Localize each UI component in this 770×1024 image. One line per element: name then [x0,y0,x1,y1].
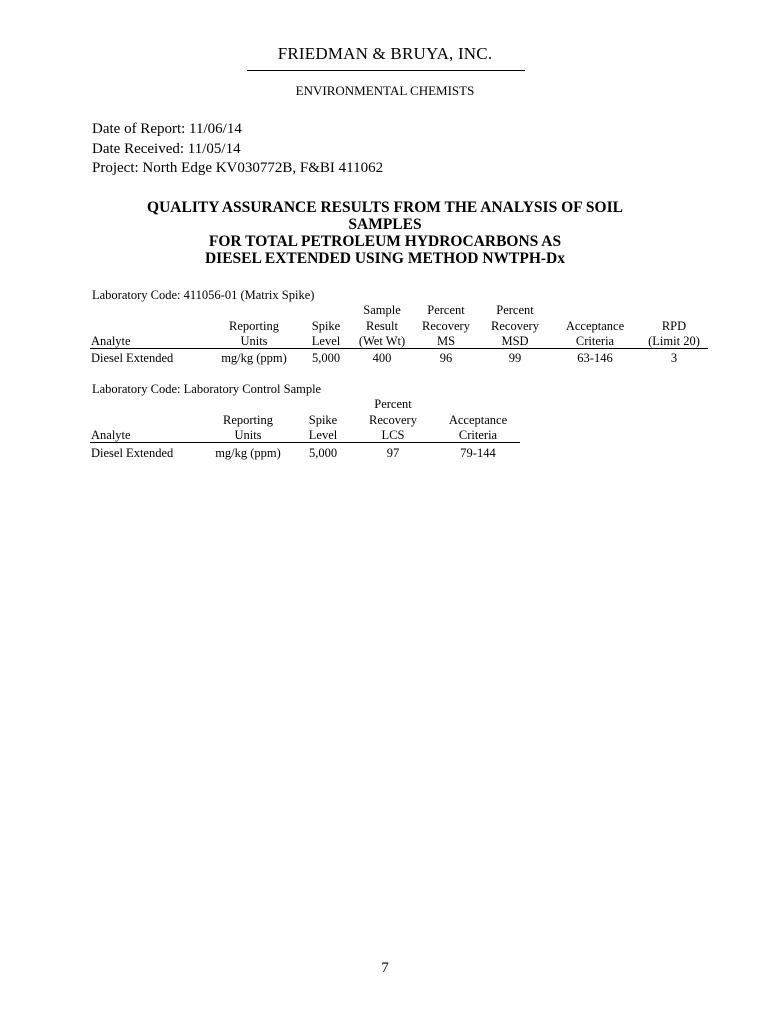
column-header: Units [240,334,268,348]
table-cell: 97 [386,446,400,460]
report-title-line: FOR TOTAL PETROLEUM HYDROCARBONS AS [208,233,562,250]
column-header: Spike [311,318,341,333]
report-title-line: QUALITY ASSURANCE RESULTS FROM THE ANALYSIS OF SOIL [147,199,623,216]
column-header: Reporting [229,318,279,333]
table-cell: 3 [670,351,678,365]
table-cell: Diesel Extended [91,351,174,365]
column-header: Recovery [422,318,470,333]
table-cell: 99 [508,351,522,365]
table-cell: mg/kg (ppm) [221,351,287,365]
column-header: Analyte [91,428,131,442]
column-header: Level [311,334,341,348]
column-header: MS [436,334,456,348]
column-header: Criteria [575,334,615,348]
company-subtitle: ENVIRONMENTAL CHEMISTS [295,83,475,98]
column-header: Percent [374,397,412,411]
date-received: Date Received: 11/05/14 [92,141,241,157]
lab-code-lcs: Laboratory Code: Laboratory Control Sample [92,382,322,396]
page-number: 7 [381,960,389,976]
column-header: (Wet Wt) [358,334,406,348]
column-header: MSD [501,334,529,348]
date-of-report: Date of Report: 11/06/14 [92,121,242,137]
column-header: (Limit 20) [648,334,700,348]
column-header: Level [308,428,338,442]
table-cell: 400 [372,351,392,365]
table-cell: 96 [439,351,453,365]
column-header: Reporting [223,412,273,427]
column-header: Result [366,318,398,333]
column-header: Percent [496,303,534,317]
column-header: Sample [363,303,401,317]
report-title-line: SAMPLES [348,216,422,233]
table-cell: 5,000 [311,351,341,365]
header-rule [90,348,708,349]
header-rule [90,442,520,443]
column-header: Acceptance [448,412,508,427]
company-rule [247,70,525,71]
report-title [0,199,770,267]
column-header: Units [234,428,262,442]
column-header: Acceptance [565,318,625,333]
column-header: LCS [381,428,405,442]
table-cell: Diesel Extended [91,446,174,460]
column-header: Percent [427,303,465,317]
column-header: Analyte [91,334,131,348]
table-cell: 63-146 [577,351,613,365]
company-name: FRIEDMAN & BRUYA, INC. [277,44,493,63]
column-header: RPD [661,318,687,333]
column-header: Recovery [369,412,417,427]
table-cell: 5,000 [308,446,338,460]
report-title-line: DIESEL EXTENDED USING METHOD NWTPH-Dx [204,250,565,267]
column-header: Criteria [458,428,498,442]
table-cell: mg/kg (ppm) [215,446,281,460]
lab-code-matrix-spike: Laboratory Code: 411056-01 (Matrix Spike) [92,288,315,302]
column-header: Spike [308,412,338,427]
project: Project: North Edge KV030772B, F&BI 411062 [92,160,384,176]
column-header: Recovery [491,318,539,333]
table-cell: 79-144 [460,446,496,460]
